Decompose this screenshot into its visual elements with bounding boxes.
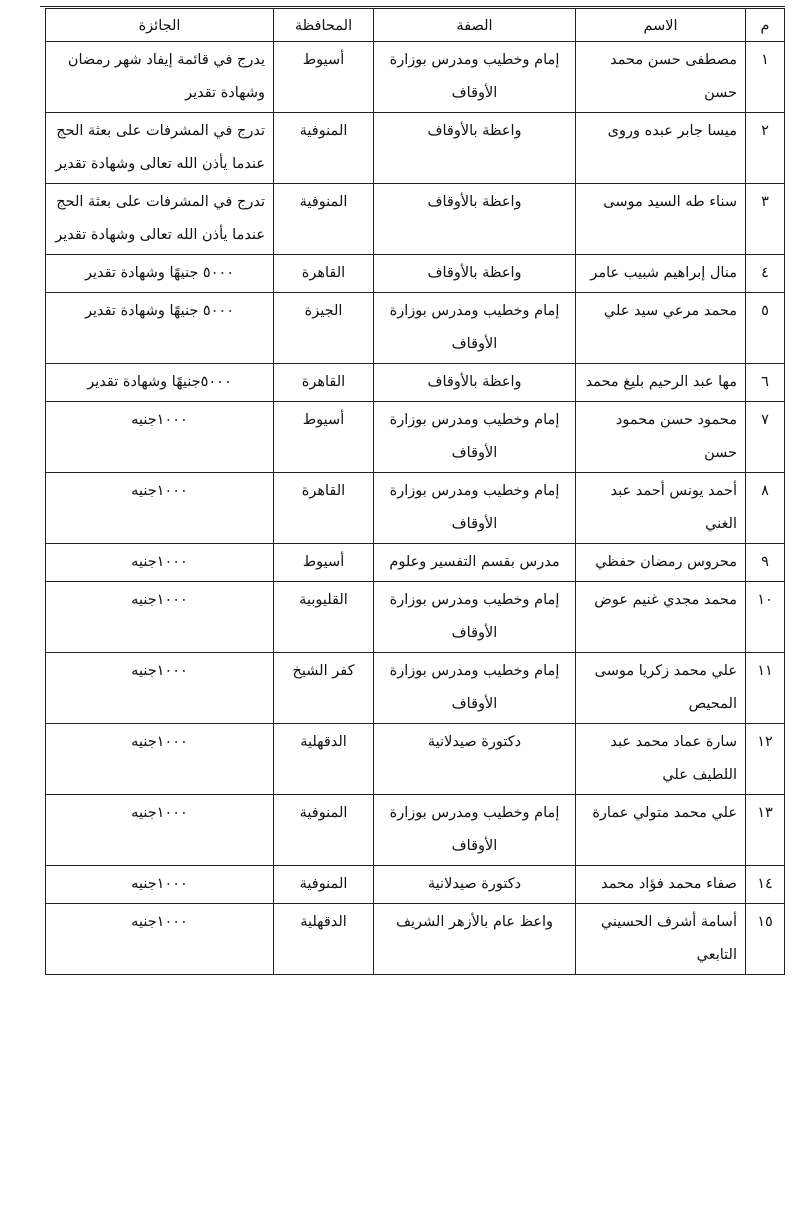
row-number: ٦ bbox=[746, 364, 785, 402]
row-province: أسيوط bbox=[274, 402, 374, 473]
row-role: واعظة بالأوقاف bbox=[374, 255, 576, 293]
table-row bbox=[46, 866, 785, 904]
table-row bbox=[46, 364, 785, 402]
row-number: ٢ bbox=[746, 113, 785, 184]
row-number: ٧ bbox=[746, 402, 785, 473]
row-province: كفر الشيخ bbox=[274, 653, 374, 724]
table-row bbox=[46, 904, 785, 975]
table-row bbox=[46, 544, 785, 582]
row-prize: ١٠٠٠جنيه bbox=[46, 724, 274, 795]
row-prize: ١٠٠٠جنيه bbox=[46, 866, 274, 904]
row-role: مدرس بقسم التفسير وعلوم bbox=[374, 544, 576, 582]
row-role: إمام وخطيب ومدرس بوزارة الأوقاف bbox=[374, 795, 576, 866]
row-name: محروس رمضان حفظي bbox=[576, 544, 746, 582]
row-role: دكتورة صيدلانية bbox=[374, 866, 576, 904]
table-header-row bbox=[46, 9, 785, 42]
table-row bbox=[46, 582, 785, 653]
header-name: الاسم bbox=[576, 9, 746, 42]
row-prize: ١٠٠٠جنيه bbox=[46, 795, 274, 866]
row-prize: ٥٠٠٠ جنيهًا وشهادة تقدير bbox=[46, 293, 274, 364]
row-role: واعظة بالأوقاف bbox=[374, 364, 576, 402]
row-number: ٤ bbox=[746, 255, 785, 293]
row-prize: ١٠٠٠جنيه bbox=[46, 582, 274, 653]
row-role: واعظة بالأوقاف bbox=[374, 113, 576, 184]
row-role: إمام وخطيب ومدرس بوزارة الأوقاف bbox=[374, 293, 576, 364]
table-row bbox=[46, 795, 785, 866]
row-province: المنوفية bbox=[274, 866, 374, 904]
row-role: إمام وخطيب ومدرس بوزارة الأوقاف bbox=[374, 653, 576, 724]
row-province: أسيوط bbox=[274, 544, 374, 582]
row-name: سناء طه السيد موسى bbox=[576, 184, 746, 255]
row-name: صفاء محمد فؤاد محمد bbox=[576, 866, 746, 904]
row-role: إمام وخطيب ومدرس بوزارة الأوقاف bbox=[374, 42, 576, 113]
row-name: علي محمد متولي عمارة bbox=[576, 795, 746, 866]
page-top-rule bbox=[40, 6, 785, 7]
row-prize: تدرج في المشرفات على بعثة الحج عندما يأذن الله تعالى وشهادة تقدير bbox=[46, 184, 274, 255]
row-number: ١١ bbox=[746, 653, 785, 724]
row-prize: ١٠٠٠جنيه bbox=[46, 402, 274, 473]
awards-table bbox=[45, 8, 785, 975]
row-prize: ١٠٠٠جنيه bbox=[46, 904, 274, 975]
row-province: الجيزة bbox=[274, 293, 374, 364]
row-prize: تدرج في المشرفات على بعثة الحج عندما يأذن الله تعالى وشهادة تقدير bbox=[46, 113, 274, 184]
row-name: محمد مرعي سيد علي bbox=[576, 293, 746, 364]
row-role: إمام وخطيب ومدرس بوزارة الأوقاف bbox=[374, 582, 576, 653]
row-prize: ١٠٠٠جنيه bbox=[46, 653, 274, 724]
row-name: أسامة أشرف الحسيني التابعي bbox=[576, 904, 746, 975]
row-name: سارة عماد محمد عبد اللطيف علي bbox=[576, 724, 746, 795]
row-province: القاهرة bbox=[274, 255, 374, 293]
row-prize: ٥٠٠٠ جنيهًا وشهادة تقدير bbox=[46, 255, 274, 293]
table-body bbox=[46, 42, 785, 975]
table-row bbox=[46, 473, 785, 544]
row-province: أسيوط bbox=[274, 42, 374, 113]
row-province: المنوفية bbox=[274, 184, 374, 255]
row-role: واعظ عام بالأزهر الشريف bbox=[374, 904, 576, 975]
row-number: ١٠ bbox=[746, 582, 785, 653]
row-number: ١٣ bbox=[746, 795, 785, 866]
row-province: القاهرة bbox=[274, 473, 374, 544]
table-row bbox=[46, 184, 785, 255]
row-name: أحمد يونس أحمد عبد الغني bbox=[576, 473, 746, 544]
row-province: المنوفية bbox=[274, 795, 374, 866]
row-number: ١٢ bbox=[746, 724, 785, 795]
row-province: الدقهلية bbox=[274, 724, 374, 795]
table-row bbox=[46, 255, 785, 293]
row-province: الدقهلية bbox=[274, 904, 374, 975]
row-role: إمام وخطيب ومدرس بوزارة الأوقاف bbox=[374, 473, 576, 544]
table-row bbox=[46, 724, 785, 795]
row-prize: يدرج في قائمة إيفاد شهر رمضان وشهادة تقدير bbox=[46, 42, 274, 113]
row-name: علي محمد زكريا موسى المحيص bbox=[576, 653, 746, 724]
row-prize: ١٠٠٠جنيه bbox=[46, 544, 274, 582]
row-name: محمود حسن محمود حسن bbox=[576, 402, 746, 473]
row-number: ٨ bbox=[746, 473, 785, 544]
row-role: واعظة بالأوقاف bbox=[374, 184, 576, 255]
row-number: ٩ bbox=[746, 544, 785, 582]
row-number: ١٤ bbox=[746, 866, 785, 904]
table-row bbox=[46, 402, 785, 473]
row-role: إمام وخطيب ومدرس بوزارة الأوقاف bbox=[374, 402, 576, 473]
header-prize: الجائزة bbox=[46, 9, 274, 42]
row-name: ميسا جابر عبده وروى bbox=[576, 113, 746, 184]
row-name: منال إبراهيم شبيب عامر bbox=[576, 255, 746, 293]
row-province: القليوبية bbox=[274, 582, 374, 653]
row-number: ٥ bbox=[746, 293, 785, 364]
table-row bbox=[46, 653, 785, 724]
row-number: ١ bbox=[746, 42, 785, 113]
table-row bbox=[46, 42, 785, 113]
row-number: ١٥ bbox=[746, 904, 785, 975]
row-role: دكتورة صيدلانية bbox=[374, 724, 576, 795]
row-name: محمد مجدي غنيم عوض bbox=[576, 582, 746, 653]
row-name: مصطفى حسن محمد حسن bbox=[576, 42, 746, 113]
row-province: المنوفية bbox=[274, 113, 374, 184]
row-prize: ٥٠٠٠جنيهًا وشهادة تقدير bbox=[46, 364, 274, 402]
row-number: ٣ bbox=[746, 184, 785, 255]
header-role: الصفة bbox=[374, 9, 576, 42]
row-province: القاهرة bbox=[274, 364, 374, 402]
header-province: المحافظة bbox=[274, 9, 374, 42]
table-row bbox=[46, 293, 785, 364]
table-row bbox=[46, 113, 785, 184]
row-prize: ١٠٠٠جنيه bbox=[46, 473, 274, 544]
header-num: م bbox=[746, 9, 785, 42]
row-name: مها عبد الرحيم بليغ محمد bbox=[576, 364, 746, 402]
